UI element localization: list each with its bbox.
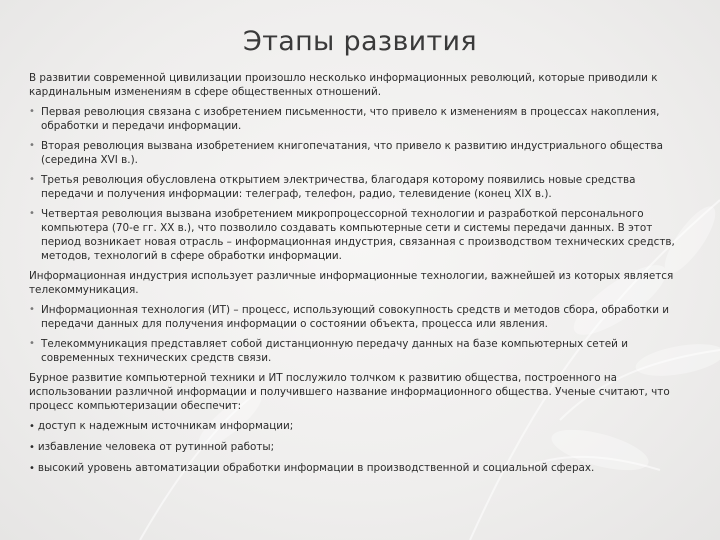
- definition-text-1: Информационная технология (ИТ) – процесс, использующий совокупность средств и методов сбора, обработки и передачи данных для получения информации о состоянии объекта, процесса или явления.: [41, 304, 670, 330]
- benefit-item-1: [29, 419, 691, 434]
- bullet-icon: •: [29, 304, 35, 315]
- bullet-icon: •: [29, 338, 35, 349]
- bullet-icon: •: [29, 208, 35, 219]
- benefit-text-1: доступ к надежным источникам информации;: [37, 420, 294, 432]
- revolution-item-4: [29, 207, 691, 263]
- revolution-item-2: [29, 139, 691, 167]
- revolution-item-1: [29, 105, 691, 133]
- definition-item-1: [29, 303, 691, 331]
- bullet-icon: •: [29, 106, 35, 117]
- revolution-item-3: [29, 173, 691, 201]
- benefit-text-3: высокий уровень автоматизации обработки информации в производственной и социальной сферах.: [37, 462, 595, 474]
- bullet-icon: •: [29, 463, 35, 474]
- intro-paragraph: В развитии современной цивилизации произошло несколько информационных революций, которые приводили к кардинальным изменениям в сфере общественных отношений.: [29, 72, 658, 98]
- slide-title: Этапы развития: [243, 26, 477, 57]
- bullet-icon: •: [29, 140, 35, 151]
- benefit-text-2: избавление человека от рутинной работы;: [37, 441, 275, 453]
- slide-content: [29, 71, 691, 482]
- bullet-icon: •: [29, 174, 35, 185]
- revolution-text-2: Вторая революция вызвана изобретением книгопечатания, что привело к развитию индустриального общества (середина XVI в.).: [41, 140, 664, 166]
- bullet-icon: •: [29, 421, 35, 432]
- definition-item-2: [29, 337, 691, 365]
- revolution-text-1: Первая революция связана с изобретением письменности, что привело к изменениям в процессах накопления, обработки и передачи информации.: [41, 106, 660, 132]
- benefit-item-3: [29, 461, 691, 476]
- benefit-item-2: [29, 440, 691, 455]
- revolution-text-3: Третья революция обусловлена открытием электричества, благодаря которому появились новые средства передачи и получения информации: телеграф, телефон, радио, телевидение (конец XIX в.).: [41, 174, 636, 200]
- definition-text-2: Телекоммуникация представляет собой дистанционную передачу данных на базе компьютерных сетей и современных технических средств связи.: [41, 338, 628, 364]
- revolution-text-4: Четвертая революция вызвана изобретением микропроцессорной технологии и разработкой персонального компьютера (70-е гг. XX в.), что позволило создавать компьютерные сети и системы передачи данных. В этот период возникает новая отрасль – информационная индустрия, связанная с производством технических средств, методов, технологий в сфере обработки информации.: [41, 208, 675, 262]
- bullet-icon: •: [29, 442, 35, 453]
- industry-paragraph: Информационная индустрия использует различные информационные технологии, важнейшей из которых является телекоммуникация.: [29, 270, 674, 296]
- development-paragraph: Бурное развитие компьютерной техники и ИТ послужило толчком к развитию общества, построенного на использовании различной информации и получившего название информационного общества. Ученые считают, что процесс компьютеризации обеспечит:: [29, 372, 670, 412]
